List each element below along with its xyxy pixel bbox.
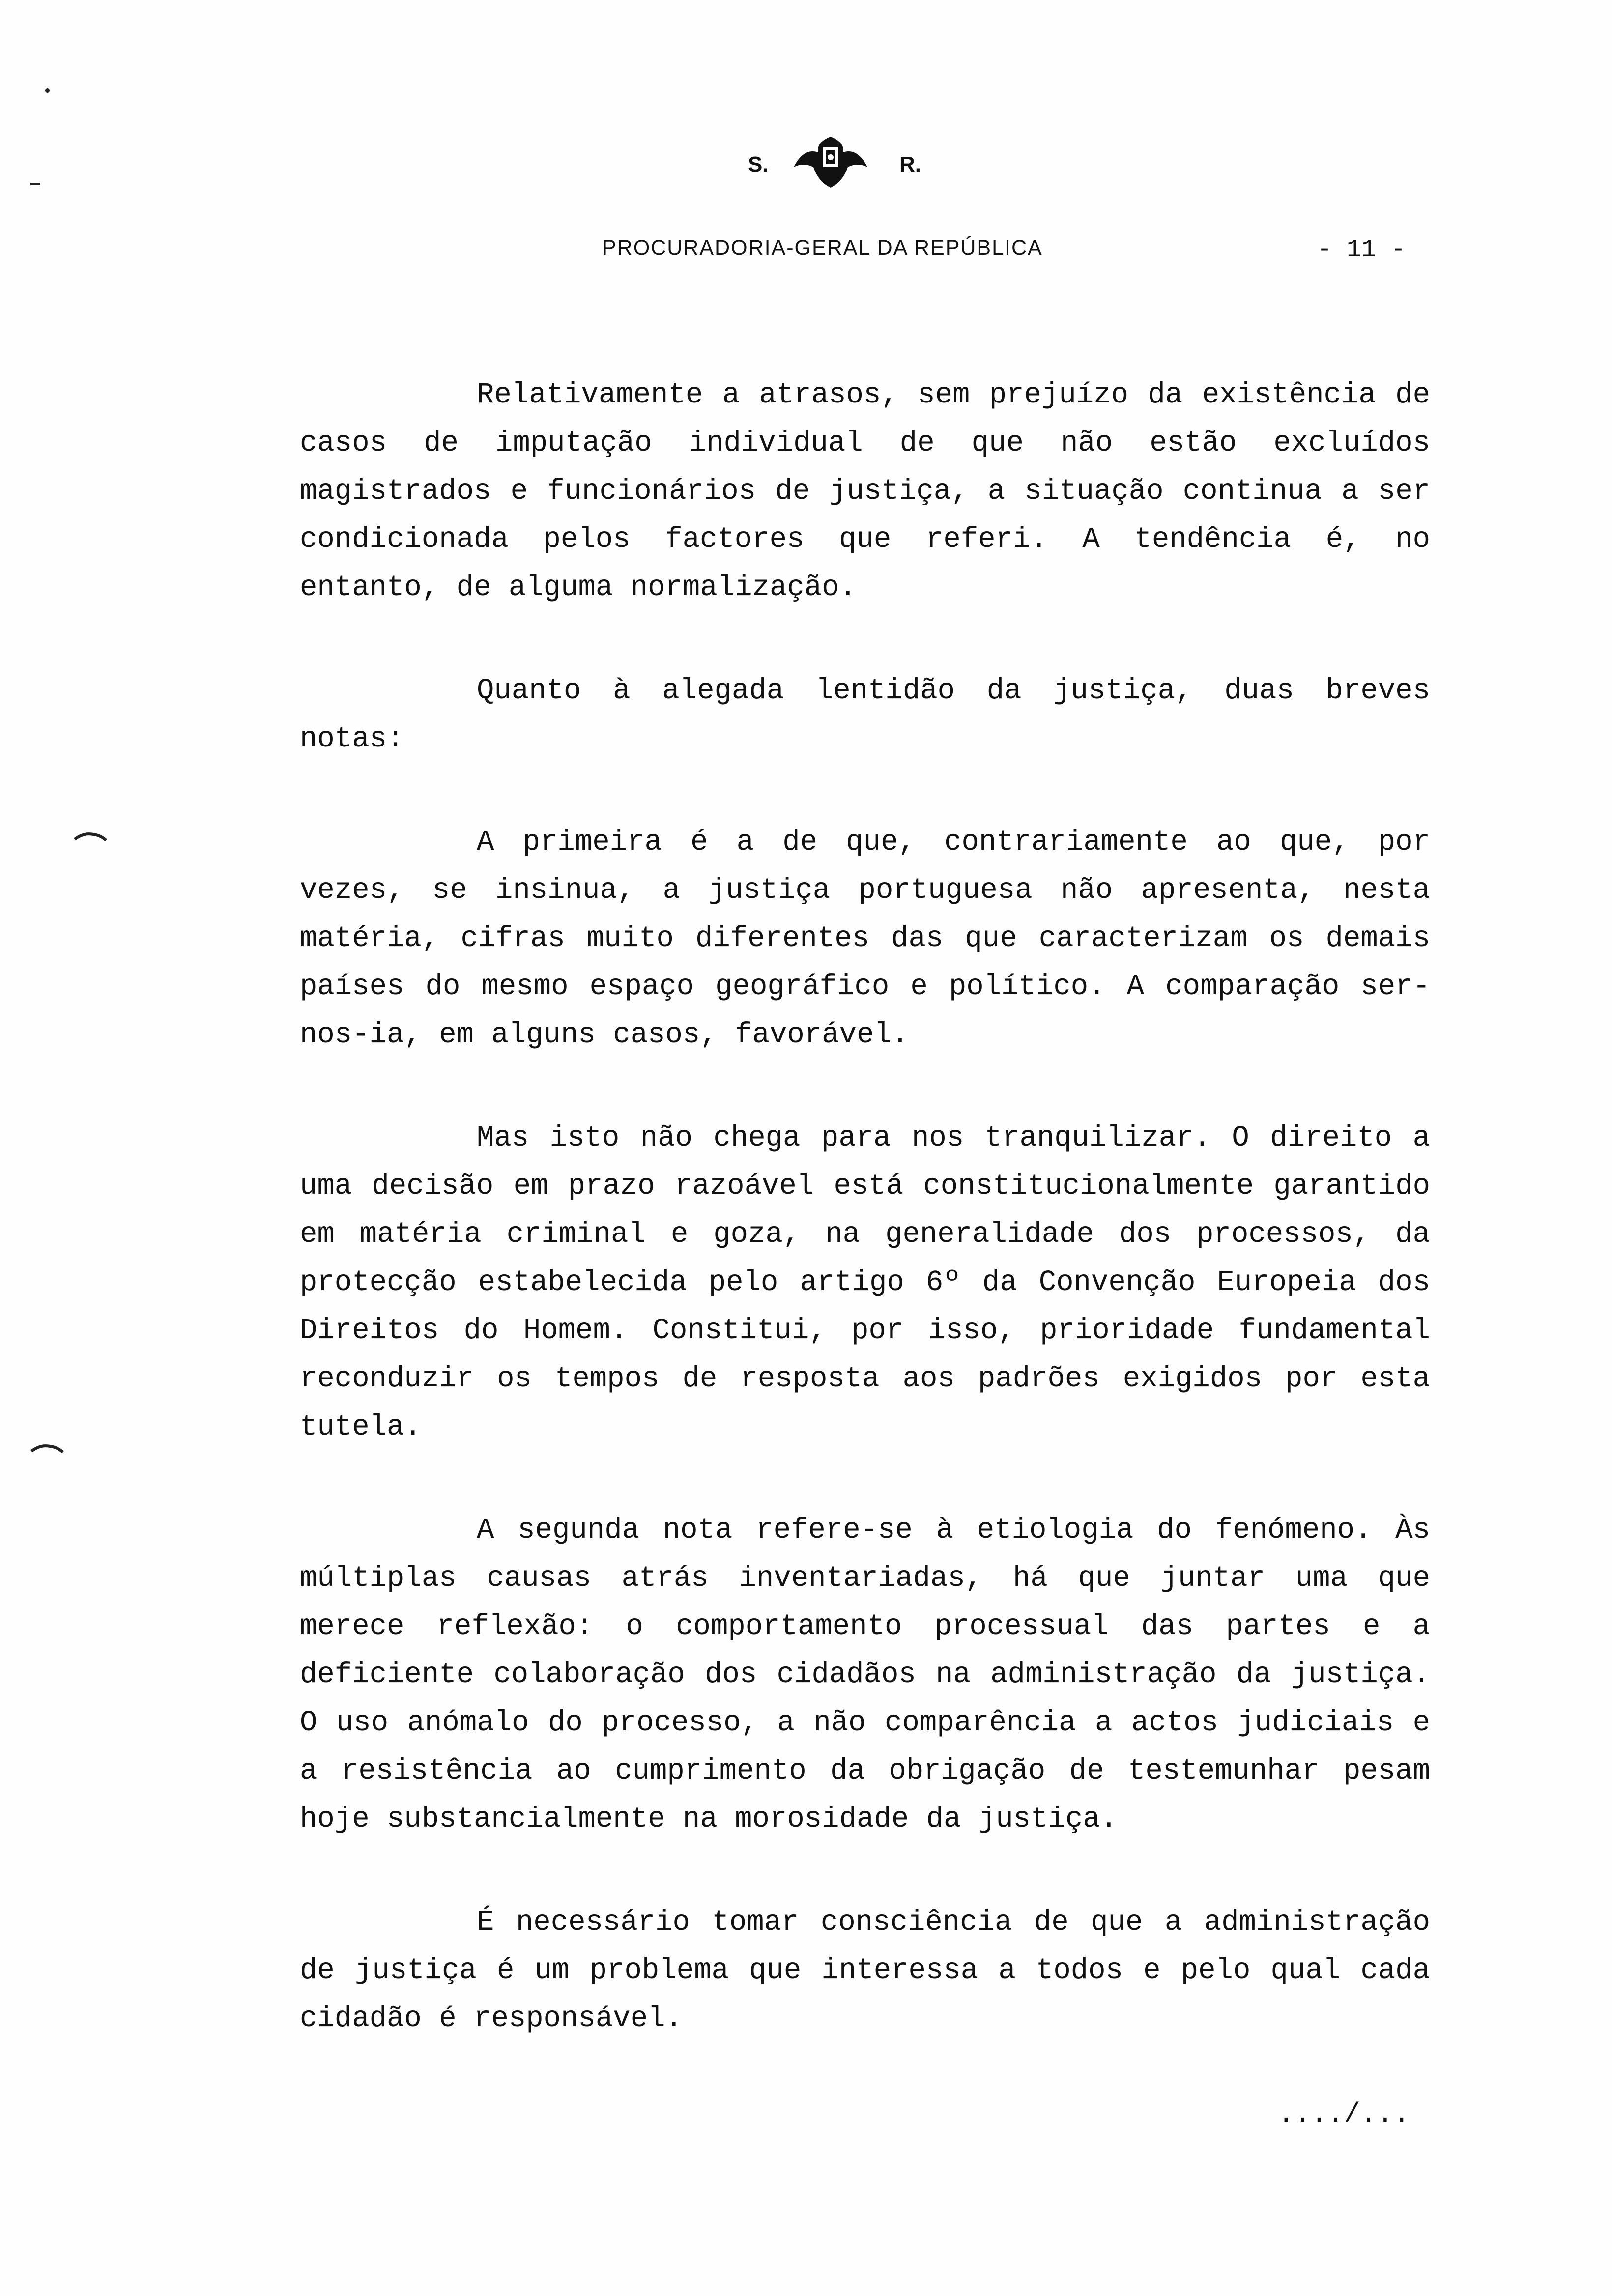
page-number: - 11 - <box>1317 236 1406 264</box>
paragraph: A segunda nota refere-se à etiologia do fenómeno. Às múltiplas causas atrás inventariadas, há que juntar uma que merece reflexão: o comportamento processual das partes e a deficiente colaboração dos cidadãos na administração da justiça. O uso anómalo do processo, a não comparência a actos judiciais e a resistência ao cumprimento da obrigação de testemunhar pesam hoje substancialmente na morosidade da justiça. <box>300 1514 1430 1836</box>
crest-right-letter: R. <box>899 152 921 176</box>
letterhead-crest <box>737 133 949 192</box>
paragraph: Quanto à alegada lentidão da justiça, duas breves notas: <box>300 674 1430 755</box>
paragraph: A primeira é a de que, contrariamente ao que, por vezes, se insinua, a justiça portuguesa não apresenta, nesta matéria, cifras muito diferentes das que caracterizam os demais países do mesmo espaço geográfico e político. A comparação ser-nos-ia, em alguns casos, favorável. <box>300 826 1430 1051</box>
scan-dash <box>30 183 40 185</box>
document-body <box>300 371 1430 2043</box>
continuation-mark: ..../... <box>1278 2098 1410 2130</box>
paragraph: Relativamente a atrasos, sem prejuízo da existência de casos de imputação individual de que não estão excluídos magistrados e funcionários de justiça, a situação continua a ser condicionada pelos factores que referi. A tendência é, no entanto, de alguma normalização. <box>300 378 1430 604</box>
paragraph: É necessário tomar consciência de que a administração de justiça é um problema que interessa a todos e pelo qual cada cidadão é responsável. <box>300 1906 1430 2035</box>
institution-title: PROCURADORIA-GERAL DA REPÚBLICA <box>602 236 1043 259</box>
paragraph: Mas isto não chega para nos tranquilizar. O direito a uma decisão em prazo razoável está constitucionalmente garantido em matéria criminal e goza, na generalidade dos processos, da protecção estabelecida pelo artigo 6º da Convenção Europeia dos Direitos do Homem. Constitui, por isso, prioridade fundamental reconduzir os tempos de resposta aos padrões exigidos por esta tutela. <box>300 1121 1430 1443</box>
scan-dot <box>45 88 50 93</box>
crest-left-letter: S. <box>748 152 769 176</box>
margin-mark <box>74 831 108 842</box>
coat-of-arms-icon <box>789 133 872 192</box>
margin-mark <box>30 1442 65 1454</box>
